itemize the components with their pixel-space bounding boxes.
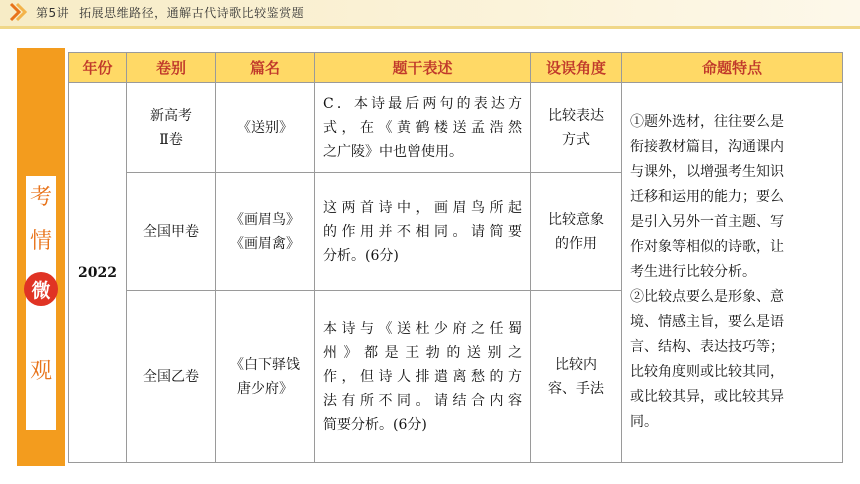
side-char-kao: 考: [29, 185, 52, 210]
side-char-guan: 观: [29, 359, 52, 384]
stem-line: 法有所不同。请结合内容: [323, 392, 522, 409]
feature-line: 与课外，以增强考生知识: [630, 164, 784, 180]
feature-line: 同。: [630, 414, 658, 430]
feature-line: ②比较点要么是形象、意: [630, 289, 784, 305]
table-row: [69, 83, 843, 173]
poem-title-line: 《画眉禽》: [230, 235, 300, 252]
feature-line: ①题外选材，往往要么是: [630, 114, 784, 130]
angle-line: 比较意象: [548, 211, 604, 228]
angle-cell: [531, 83, 622, 173]
feature-line: 比较角度则或比较其同，: [630, 364, 784, 380]
stem-line: 分析。(6分): [323, 247, 399, 264]
lesson-title-text: 拓展思维路径，通解古代诗歌比较鉴赏题: [79, 6, 305, 20]
feature-line: 衔接教材篇目，沟通课内: [630, 139, 784, 155]
column-header-feature: 命题特点: [622, 53, 843, 83]
top-bar-accent-line: [0, 26, 860, 29]
column-header-angle: 设误角度: [531, 53, 622, 83]
lesson-title: [36, 4, 304, 21]
stem-line: 式，在《黄鹤楼送孟浩然: [323, 119, 522, 136]
stem-line: 本诗与《送杜少府之任蜀: [323, 320, 522, 337]
stem-line: 作，但诗人排遣离愁的方: [323, 368, 522, 385]
feature-line: 言、结构、表达技巧等；: [630, 339, 784, 355]
paper-cell: [127, 291, 216, 463]
paper-line: 新高考: [150, 107, 192, 124]
angle-line: 方式: [562, 131, 590, 148]
angle-cell: [531, 291, 622, 463]
side-char-qing: 情: [29, 229, 52, 254]
stem-line: 这两首诗中，画眉鸟所起: [323, 199, 522, 216]
stem-line: C．本诗最后两句的表达方: [323, 95, 522, 112]
paper-line: 全国乙卷: [143, 368, 199, 385]
angle-cell: [531, 173, 622, 291]
poem-title-line: 《送别》: [237, 119, 293, 136]
angle-line: 比较内: [555, 356, 597, 373]
stem-line: 的作用并不相同。请简要: [323, 223, 522, 240]
paper-cell: [127, 83, 216, 173]
feature-cell: [622, 83, 843, 463]
poem-title-line: 《白下驿饯: [230, 356, 300, 373]
feature-line: 考生进行比较分析。: [630, 264, 756, 280]
poem-title-line: 唐少府》: [237, 380, 293, 397]
column-header-title: 篇名: [216, 53, 315, 83]
side-char-wei: 微: [31, 279, 51, 302]
column-header-stem: 题干表述: [315, 53, 531, 83]
paper-cell: [127, 173, 216, 291]
paper-line: Ⅱ卷: [159, 131, 183, 148]
table-header-row: [69, 53, 843, 83]
stem-line: 之广陵》中也曾使用。: [323, 143, 463, 160]
poem-title-cell: [216, 173, 315, 291]
feature-line: 迁移和运用的能力；要么: [630, 189, 784, 205]
stem-cell: [315, 173, 531, 291]
chevron-right-icon: [8, 2, 28, 22]
feature-line: 或比较其异，或比较其异: [630, 389, 784, 405]
wei-badge: [24, 272, 58, 306]
stem-line: 简要分析。(6分): [323, 416, 427, 433]
stem-cell: [315, 83, 531, 173]
year-cell: 2022: [69, 83, 127, 463]
stem-cell: [315, 291, 531, 463]
paper-line: 全国甲卷: [143, 223, 199, 240]
angle-line: 的作用: [555, 235, 597, 252]
angle-line: 容、手法: [548, 380, 604, 397]
feature-line: 作对象等相似的诗歌，让: [630, 239, 784, 255]
exam-analysis-table: [68, 52, 843, 463]
top-bar: [0, 0, 860, 30]
feature-line: 是引入另外一首主题、写: [630, 214, 784, 230]
side-panel: [17, 48, 65, 466]
poem-title-line: 《画眉鸟》: [230, 211, 300, 228]
column-header-year: 年份: [69, 53, 127, 83]
stem-line: 州》都是王勃的送别之: [323, 344, 522, 361]
lesson-number: 第5讲: [36, 6, 70, 20]
feature-line: 境、情感主旨，要么是语: [630, 314, 784, 330]
poem-title-cell: [216, 291, 315, 463]
side-panel-label: [26, 176, 56, 430]
angle-line: 比较表达: [548, 107, 604, 124]
column-header-paper: 卷别: [127, 53, 216, 83]
poem-title-cell: [216, 83, 315, 173]
